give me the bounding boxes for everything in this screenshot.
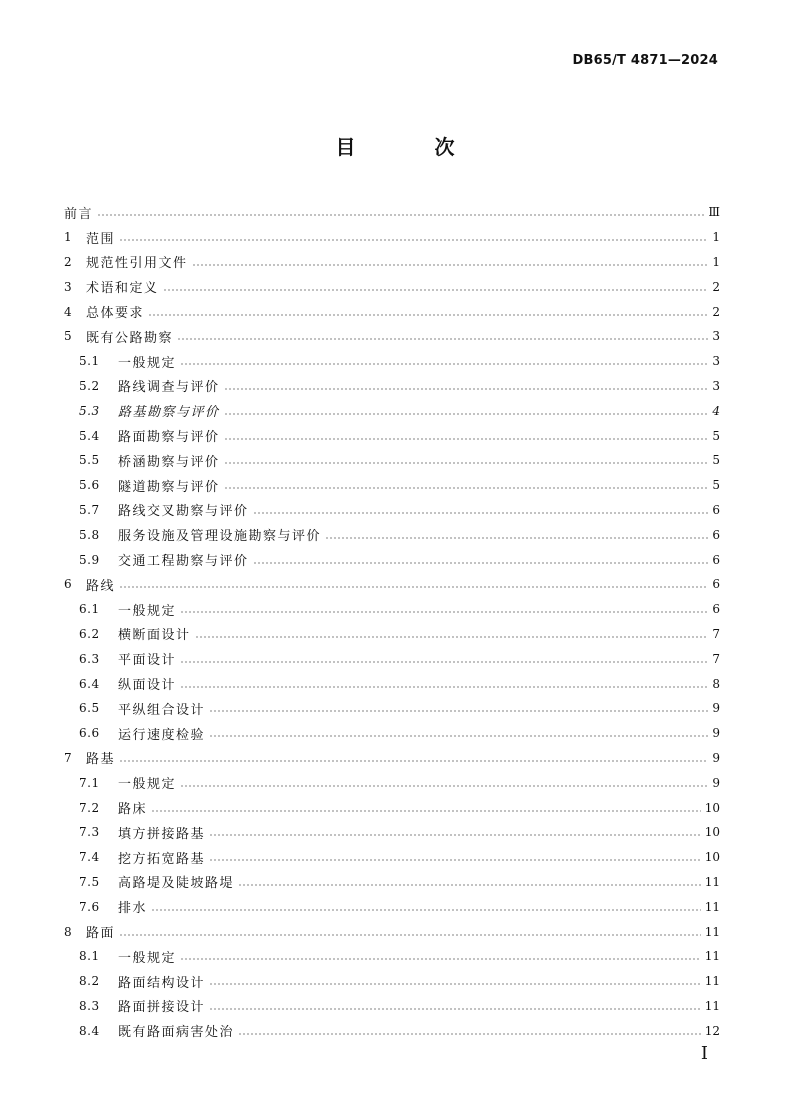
toc-entry-label: 填方拼接路基 (118, 826, 206, 842)
toc-entry-label: 路线交叉勘察与评价 (118, 504, 249, 520)
toc-entry-number: 6.2 (79, 626, 100, 641)
toc-entry[interactable] (64, 1018, 720, 1043)
toc-entry-number: 5.9 (79, 552, 100, 567)
toc-entry-number: 7.4 (79, 850, 100, 865)
toc-entry-page: 6 (712, 602, 720, 617)
page-number: I (700, 1043, 708, 1064)
toc-entry[interactable] (64, 820, 720, 845)
toc-entry-number: 7.6 (79, 899, 100, 914)
toc-entry-number: 5.7 (79, 502, 100, 517)
toc-entry[interactable] (64, 770, 720, 795)
toc-entry[interactable] (64, 919, 720, 944)
toc-entry[interactable] (64, 969, 720, 994)
toc-entry-page: 12 (704, 1023, 720, 1038)
toc-entry[interactable] (64, 324, 720, 349)
toc-entry-page: 10 (704, 850, 720, 865)
toc-entry-page: 11 (704, 949, 720, 964)
toc-entry-number: 7.2 (79, 800, 100, 815)
toc-dot-leader (180, 363, 708, 365)
toc-entry-number: 6 (64, 577, 73, 592)
toc-entry[interactable] (64, 200, 720, 225)
toc-entry-page: 11 (704, 899, 720, 914)
toc-entry-label: 路基 (86, 752, 116, 768)
toc-entry-number: 5.6 (79, 478, 100, 493)
toc-dot-leader (119, 586, 708, 588)
toc-entry-number: 6.3 (79, 651, 100, 666)
toc-entry-number: 7 (64, 750, 73, 765)
toc-entry[interactable] (64, 845, 720, 870)
toc-entry[interactable] (64, 597, 720, 622)
toc-entry-page: 11 (704, 874, 720, 889)
toc-entry-label: 服务设施及管理设施勘察与评价 (118, 529, 322, 545)
toc-entry-label: 路面勘察与评价 (118, 430, 220, 446)
toc-dot-leader (180, 611, 708, 613)
toc-entry[interactable] (64, 572, 720, 597)
toc-dot-leader (151, 810, 701, 812)
toc-dot-leader (163, 289, 708, 291)
toc-dot-leader (180, 686, 708, 688)
toc-entry-number: 7.1 (79, 775, 100, 790)
toc-entry-page: 11 (704, 974, 720, 989)
toc-entry-page: 2 (712, 279, 720, 294)
toc-dot-leader (119, 760, 708, 762)
table-of-contents (64, 200, 720, 1043)
toc-entry[interactable] (64, 622, 720, 647)
toc-entry[interactable] (64, 671, 720, 696)
toc-dot-leader (151, 909, 701, 911)
toc-entry-label: 平面设计 (118, 653, 177, 669)
toc-entry-label: 路面拼接设计 (118, 1000, 206, 1016)
toc-dot-leader (97, 214, 704, 216)
toc-dot-leader (238, 1033, 701, 1035)
toc-dot-leader (253, 562, 708, 564)
toc-entry-label: 术语和定义 (86, 281, 159, 297)
toc-entry[interactable] (64, 894, 720, 919)
toc-entry-page: 9 (712, 750, 720, 765)
toc-dot-leader (224, 438, 708, 440)
toc-entry[interactable] (64, 349, 720, 374)
toc-entry[interactable] (64, 274, 720, 299)
toc-dot-leader (180, 785, 708, 787)
toc-entry-page: 6 (712, 527, 720, 542)
toc-entry-number: 5.5 (79, 453, 100, 468)
toc-dot-leader (180, 958, 701, 960)
toc-entry-page: 1 (712, 230, 720, 245)
toc-entry-page: 10 (704, 825, 720, 840)
toc-dot-leader (119, 934, 701, 936)
toc-entry-number: 5 (64, 329, 73, 344)
toc-entry-page: 8 (712, 676, 720, 691)
toc-entry-label: 一般规定 (118, 950, 177, 966)
toc-entry-number: 8.1 (79, 949, 100, 964)
toc-entry-number: 1 (64, 230, 73, 245)
toc-entry-number: 5.8 (79, 527, 100, 542)
toc-dot-leader (148, 314, 708, 316)
toc-entry-label: 高路堤及陡坡路堤 (118, 876, 235, 892)
toc-entry-page: 10 (704, 800, 720, 815)
toc-entry-label: 总体要求 (86, 306, 145, 322)
toc-entry-page: 4 (712, 403, 720, 418)
toc-entry-page: 11 (704, 998, 720, 1013)
toc-entry-label: 交通工程勘察与评价 (118, 554, 249, 570)
toc-entry-page: 5 (712, 428, 720, 443)
toc-entry-page: 6 (712, 552, 720, 567)
toc-entry[interactable] (64, 944, 720, 969)
toc-entry-label: 路面结构设计 (118, 975, 206, 991)
toc-entry-label: 纵面设计 (118, 678, 177, 694)
page-title: 目 次 (335, 135, 491, 159)
toc-dot-leader (224, 487, 708, 489)
toc-entry-label: 路床 (118, 802, 148, 818)
toc-entry-label: 挖方拓宽路基 (118, 851, 206, 867)
toc-dot-leader (180, 661, 708, 663)
toc-entry-label: 路基勘察与评价 (118, 405, 220, 421)
toc-entry-label: 既有路面病害处治 (118, 1025, 235, 1041)
toc-entry-number: 6.4 (79, 676, 100, 691)
toc-entry-number: 7.3 (79, 825, 100, 840)
toc-entry-page: 3 (712, 354, 720, 369)
toc-entry-label: 运行速度检验 (118, 727, 206, 743)
toc-entry-page: 6 (712, 502, 720, 517)
toc-entry-label: 路线调查与评价 (118, 380, 220, 396)
toc-dot-leader (209, 983, 701, 985)
toc-dot-leader (224, 462, 708, 464)
toc-dot-leader (209, 834, 701, 836)
toc-entry-number: 5.1 (79, 354, 100, 369)
toc-entry-page: 7 (712, 651, 720, 666)
toc-entry-label: 一般规定 (118, 777, 177, 793)
toc-entry[interactable] (64, 448, 720, 473)
toc-entry-page: Ⅲ (708, 205, 720, 220)
toc-entry-number: 8.3 (79, 998, 100, 1013)
toc-entry[interactable] (64, 498, 720, 523)
toc-entry-label: 横断面设计 (118, 628, 191, 644)
toc-entry[interactable] (64, 522, 720, 547)
toc-dot-leader (209, 710, 708, 712)
toc-dot-leader (195, 636, 708, 638)
toc-entry-number: 3 (64, 279, 73, 294)
toc-entry[interactable] (64, 398, 720, 423)
toc-dot-leader (177, 338, 708, 340)
toc-entry[interactable] (64, 423, 720, 448)
toc-dot-leader (325, 537, 708, 539)
toc-dot-leader (224, 388, 708, 390)
toc-entry-label: 排水 (118, 901, 148, 917)
toc-entry-page: 1 (712, 254, 720, 269)
document-code: DB65/T 4871—2024 (572, 53, 718, 68)
toc-entry[interactable] (64, 870, 720, 895)
toc-entry-label: 既有公路勘察 (86, 330, 174, 346)
toc-dot-leader (238, 884, 701, 886)
toc-entry-label: 规范性引用文件 (86, 256, 188, 272)
toc-entry[interactable] (64, 746, 720, 771)
toc-entry[interactable] (64, 994, 720, 1019)
toc-entry-number: 5.2 (79, 378, 100, 393)
toc-entry-label: 路面 (86, 926, 116, 941)
toc-entry-number: 4 (64, 304, 73, 319)
toc-dot-leader (119, 239, 708, 241)
toc-entry-page: 9 (712, 775, 720, 790)
toc-entry-number: 7.5 (79, 874, 100, 889)
toc-dot-leader (209, 1008, 701, 1010)
toc-entry-number: 8 (64, 924, 73, 939)
toc-dot-leader (192, 264, 708, 266)
toc-dot-leader (224, 413, 708, 415)
toc-entry-page: 9 (712, 701, 720, 716)
toc-entry-number: 5.4 (79, 428, 100, 443)
toc-entry-page: 7 (712, 626, 720, 641)
toc-entry-page: 11 (704, 924, 720, 939)
toc-entry-number: 6.6 (79, 726, 100, 741)
toc-entry-label: 桥涵勘察与评价 (118, 454, 220, 470)
toc-dot-leader (209, 859, 701, 861)
toc-entry-number: 6.1 (79, 602, 100, 617)
toc-entry-page: 6 (712, 577, 720, 592)
toc-entry-page: 9 (712, 726, 720, 741)
toc-entry-label: 前言 (64, 206, 94, 222)
toc-entry[interactable] (64, 646, 720, 671)
toc-entry-page: 5 (712, 453, 720, 468)
toc-entry[interactable] (64, 250, 720, 275)
toc-entry[interactable] (64, 299, 720, 324)
toc-entry[interactable] (64, 795, 720, 820)
toc-dot-leader (209, 735, 708, 737)
toc-entry[interactable] (64, 374, 720, 399)
toc-entry-label: 范围 (86, 231, 116, 247)
toc-entry[interactable] (64, 721, 720, 746)
toc-entry-page: 5 (712, 478, 720, 493)
toc-entry[interactable] (64, 225, 720, 250)
toc-entry-label: 隧道勘察与评价 (118, 479, 220, 495)
toc-entry-label: 平纵组合设计 (118, 702, 206, 718)
toc-entry-label: 路线 (86, 578, 116, 594)
toc-entry[interactable] (64, 547, 720, 572)
toc-entry[interactable] (64, 473, 720, 498)
toc-entry-label: 一般规定 (118, 603, 177, 619)
toc-entry[interactable] (64, 696, 720, 721)
toc-entry-label: 一般规定 (118, 355, 177, 371)
toc-dot-leader (253, 512, 708, 514)
toc-entry-number: 8.4 (79, 1023, 100, 1038)
toc-entry-number: 5.3 (79, 403, 100, 418)
toc-entry-page: 2 (712, 304, 720, 319)
toc-entry-number: 2 (64, 254, 73, 269)
toc-entry-page: 3 (712, 378, 720, 393)
toc-entry-number: 8.2 (79, 974, 100, 989)
toc-entry-page: 3 (712, 329, 720, 344)
toc-entry-number: 6.5 (79, 701, 100, 716)
